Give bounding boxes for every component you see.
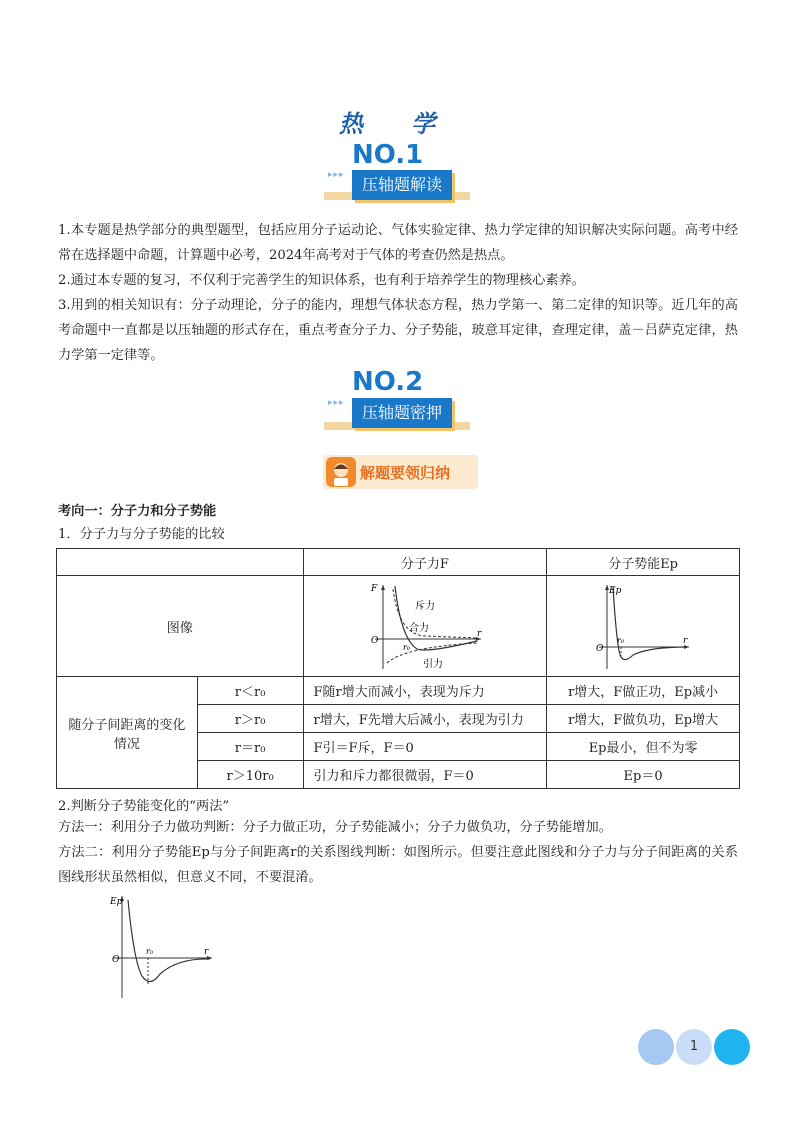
energy-graph-cell bbox=[547, 576, 740, 677]
cond-cell: r＞r₀ bbox=[197, 705, 303, 733]
comparison-table bbox=[56, 548, 740, 789]
origin-label: O bbox=[370, 636, 379, 646]
intro-paragraph-1: 1.本专题是热学部分的典型题型，包括应用分子运动论、气体实验定律、热力学定律的知识解决实际问题。高考中经常在选择题中命题，计算题中必考，2024年高考对于气体的考查仍然是热点。 bbox=[58, 223, 738, 263]
section-number: NO.1 bbox=[352, 140, 424, 170]
cond-cell: r＞10r₀ bbox=[197, 761, 303, 789]
label-resultant: 合力 bbox=[408, 623, 429, 634]
section-badge bbox=[324, 398, 470, 434]
label-attraction: 引力 bbox=[422, 659, 443, 670]
header-force: 分子力F bbox=[303, 549, 547, 576]
axis-label: Ep bbox=[609, 586, 622, 596]
r-label: r bbox=[683, 636, 688, 646]
energy-cell: r增大，F做正功，Ep减小 bbox=[547, 677, 740, 705]
r-label: r bbox=[204, 947, 209, 957]
section-label: 压轴题密押 bbox=[352, 398, 452, 428]
label-repulsion: 斥力 bbox=[414, 601, 435, 612]
intro-paragraph-2: 2.通过本专题的复习，不仅利于完善学生的知识体系，也有利于培养学生的物理核心素养。 bbox=[58, 273, 585, 288]
energy-distance-graph bbox=[108, 892, 216, 1000]
axis-label: F bbox=[370, 584, 378, 594]
r0-label: r₀ bbox=[402, 643, 410, 652]
arrow-icon: ▸▸▸ bbox=[328, 398, 345, 408]
tips-label: 解题要领归纳 bbox=[360, 464, 451, 482]
arrow-icon: ▸▸▸ bbox=[328, 170, 345, 180]
intro-paragraph-3: 3.用到的相关知识有：分子动理论，分子的能内，理想气体状态方程，热力学第一、第二定律的知识等。近几年的高考命题中一直都是以压轴题的形式存在，重点考查分子力、分子势能，玻意耳定律，查理定律，盖－吕萨克定律，热力学第一定律等。 bbox=[58, 298, 738, 363]
force-graph bbox=[365, 581, 485, 673]
r0-label: r₀ bbox=[146, 947, 154, 956]
origin-label: O bbox=[596, 644, 604, 654]
header-energy: 分子势能Ep bbox=[547, 549, 740, 576]
subheading-comparison: 1．分子力与分子势能的比较 bbox=[58, 527, 225, 542]
origin-label: O bbox=[112, 955, 120, 965]
cond-cell: r＝r₀ bbox=[197, 733, 303, 761]
energy-graph bbox=[593, 581, 693, 673]
force-graph-cell bbox=[303, 576, 547, 677]
force-cell: F随r增大而减小，表现为斥力 bbox=[303, 677, 547, 705]
energy-cell: Ep最小，但不为零 bbox=[547, 733, 740, 761]
section-label: 压轴题解读 bbox=[352, 170, 452, 200]
row-group-label: 随分子间距离的变化情况 bbox=[57, 677, 198, 789]
direction-heading: 考向一：分子力和分子势能 bbox=[58, 504, 217, 519]
section-number: NO.2 bbox=[352, 367, 424, 397]
r0-label: r₀ bbox=[617, 636, 625, 645]
force-cell: r增大，F先增大后减小，表现为引力 bbox=[303, 705, 547, 733]
subheading-two-methods: 2.判断分子势能变化的“两法” bbox=[58, 799, 230, 814]
r-label: r bbox=[476, 629, 482, 639]
page-title: 热 学 bbox=[338, 109, 456, 138]
force-cell: 引力和斥力都很微弱，F＝0 bbox=[303, 761, 547, 789]
row-graph-label: 图像 bbox=[57, 576, 304, 677]
force-cell: F引＝F斥，F＝0 bbox=[303, 733, 547, 761]
teacher-icon bbox=[326, 457, 356, 487]
table-corner bbox=[57, 549, 304, 576]
method-1: 方法一：利用分子力做功判断：分子力做正功，分子势能减小；分子力做负功，分子势能增加。 bbox=[58, 820, 612, 835]
axis-label: Ep bbox=[110, 897, 123, 907]
method-2: 方法二：利用分子势能Ep与分子间距离r的关系图线判断：如图所示。但要注意此图线和分子力与分子间距离的关系图线形状虽然相似，但意义不同，不要混淆。 bbox=[58, 845, 738, 885]
page-number: 1 bbox=[689, 1039, 699, 1054]
pager-bubble-right bbox=[714, 1029, 750, 1065]
energy-cell: r增大，F做负功，Ep增大 bbox=[547, 705, 740, 733]
cond-cell: r＜r₀ bbox=[197, 677, 303, 705]
section-badge bbox=[324, 170, 470, 206]
pager-bubble-left bbox=[638, 1029, 674, 1065]
energy-cell: Ep＝0 bbox=[547, 761, 740, 789]
